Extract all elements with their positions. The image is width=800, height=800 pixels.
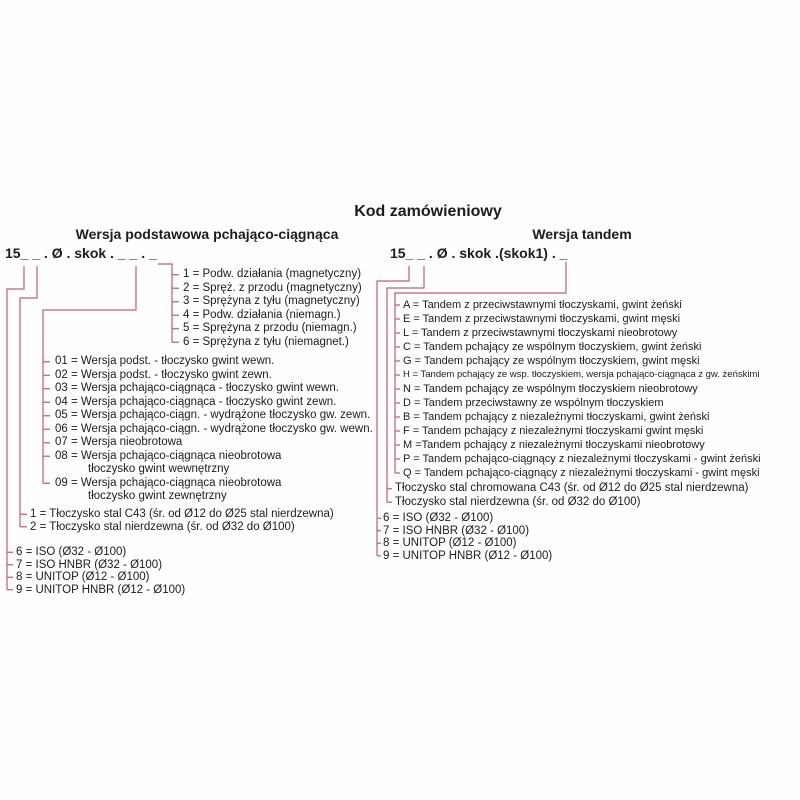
bracket-rod-options xyxy=(20,266,37,527)
option-item: 01 = Wersja podst. - tłoczysko gwint wewn. xyxy=(55,355,275,367)
option-item: 5 = Sprężyna z przodu (niemagn.) xyxy=(183,322,357,334)
option-item: M =Tandem pchający z niezależnymi tłoczyskami nieobrotowy xyxy=(403,439,705,451)
option-item: 9 = UNITOP HNBR (Ø12 - Ø100) xyxy=(16,583,186,596)
option-item: 1 = Tłoczysko stal C43 (śr. od Ø12 do Ø25 stal nierdzewna) xyxy=(30,508,334,520)
option-item: 08 = Wersja pchająco-ciągnąca nieobrotowa tłoczysko gwint wewnętrzny xyxy=(55,449,282,475)
option-item: B = Tandem pchający z niezależnymi tłoczyskami, gwint żeński xyxy=(403,411,710,423)
option-item: 2 = Tłoczysko stal nierdzewna (śr. od Ø32 do Ø100) xyxy=(30,520,295,533)
option-item: 05 = Wersja pchająco-ciągn. - wydrążone tłoczysko gw. zewn. xyxy=(55,409,371,421)
option-item: 1 = Podw. działania (magnetyczny) xyxy=(183,268,362,280)
option-item: 6 = Sprężyna z tyłu (niemagnet.) xyxy=(183,335,349,348)
option-item: 04 = Wersja pchająco-ciągnąca - tłoczysko gwint zewn. xyxy=(55,395,337,408)
basic-version-header: Wersja podstawowa pchająco-ciągnąca xyxy=(75,226,339,242)
rod-material-options-list xyxy=(30,508,334,533)
option-item: P = Tandem pchająco-ciągnący z niezależnymi tłoczyskami - gwint żeński xyxy=(403,453,761,465)
option-item: 06 = Wersja pchająco-ciągn. - wydrążone tłoczysko gw. wewn. xyxy=(55,422,373,435)
option-item: 2 = Spręż. z przodu (magnetyczny) xyxy=(183,281,362,294)
option-item: 7 = ISO HNBR (Ø32 - Ø100) xyxy=(16,558,163,571)
option-item: G = Tandem pchający ze wspólnym tłoczyskiem, gwint męski xyxy=(403,355,700,367)
option-item: 8 = UNITOP (Ø12 - Ø100) xyxy=(383,537,517,549)
option-item: 3 = Sprężyna z tyłu (magnetyczny) xyxy=(183,295,360,307)
tandem-options-list xyxy=(403,298,761,480)
option-item: 6 = ISO (Ø32 - Ø100) xyxy=(16,546,127,558)
option-item: D = Tandem przeciwstawny ze wspólnym tłoczyskiem xyxy=(403,397,664,409)
option-item: 03 = Wersja pchająco-ciągnąca - tłoczysko gwint wewn. xyxy=(55,382,339,394)
option-item: E = Tandem z przeciwstawnymi tłoczyskami, gwint męski xyxy=(403,313,681,325)
option-item: Q = Tandem pchająco-ciągnący z niezależnymi tłoczyskami - gwint męski xyxy=(403,467,760,479)
option-item: 9 = UNITOP HNBR (Ø12 - Ø100) xyxy=(383,549,553,562)
option-item: F = Tandem pchający z niezależnymi tłoczyskami gwint męski xyxy=(403,425,704,437)
option-item: A = Tandem z przeciwstawnymi tłoczyskami, gwint żeński xyxy=(403,299,682,311)
option-item: 8 = UNITOP (Ø12 - Ø100) xyxy=(16,571,150,583)
option-item: 07 = Wersja nieobrotowa xyxy=(55,436,183,448)
option-item: 09 = Wersja pchająco-ciągnąca nieobrotowa tłoczysko gwint zewnętrzny xyxy=(55,476,282,502)
basic-version-code: 15_ _ . Ø . skok . _ _ . _ xyxy=(5,245,157,261)
bracket-seal-options xyxy=(7,266,24,590)
bracket-action-options xyxy=(158,264,179,342)
option-item: C = Tandem pchający ze wspólnym tłoczyskiem, gwint żeński xyxy=(403,341,702,353)
tandem-rod-material-list xyxy=(395,482,748,509)
option-item: 6 = ISO (Ø32 - Ø100) xyxy=(383,512,494,524)
tandem-version-header: Wersja tandem xyxy=(532,226,632,242)
version-options-list xyxy=(55,355,373,504)
tandem-version-code: 15_ _ . Ø . skok .(skok1) . _ xyxy=(390,245,568,261)
seal-options-list xyxy=(16,546,185,596)
tandem-seal-options-list xyxy=(383,512,552,562)
option-item: Tłoczysko stal nierdzewna (śr. od Ø32 do Ø100) xyxy=(395,495,641,508)
action-type-options-list xyxy=(183,268,362,349)
option-item: Tłoczysko stal chromowana C43 (śr. od Ø12 do Ø25 stal nierdzewna) xyxy=(395,482,749,494)
option-item: 02 = Wersja podst. - tłoczysko gwint zewn. xyxy=(55,368,272,381)
option-item: H = Tandem pchający ze wsp. tłoczyskiem, wersja pchająco-ciągnąca z gw. żeńskimi xyxy=(403,369,760,380)
option-item: N = Tandem pchający ze wspólnym tłoczyskiem nieobrotowy xyxy=(403,383,698,395)
option-item: 4 = Podw. działania (niemagn.) xyxy=(183,308,341,321)
option-item: 7 = ISO HNBR (Ø32 - Ø100) xyxy=(383,524,530,537)
option-item: L = Tandem z przeciwstawnymi tłoczyskami nieobrotowy xyxy=(403,327,678,339)
diagram-title: Kod zamówieniowy xyxy=(354,203,502,220)
